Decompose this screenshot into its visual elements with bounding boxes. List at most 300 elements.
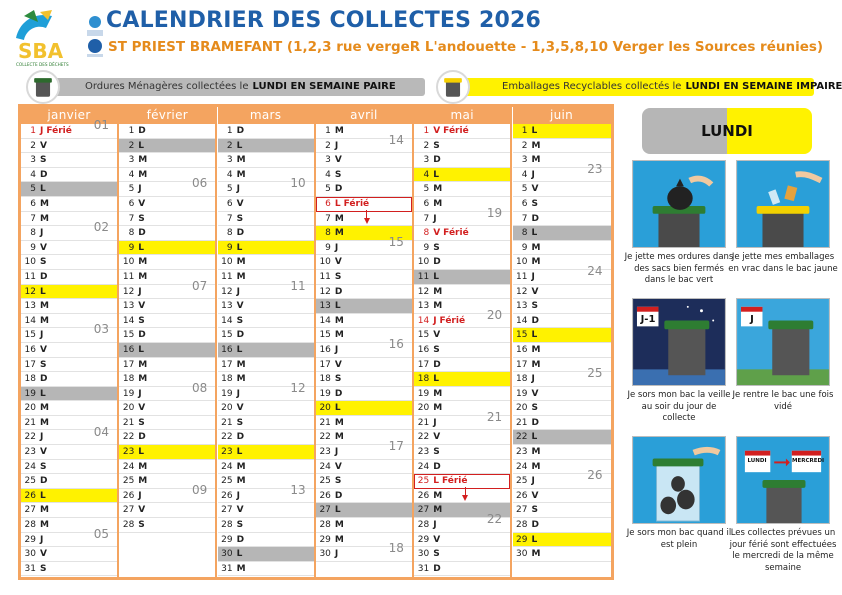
calendar-day xyxy=(513,343,611,358)
day-list xyxy=(119,124,215,533)
week-number: 09 xyxy=(192,483,208,497)
weekday-letter: S xyxy=(40,257,47,268)
day-number: 11 xyxy=(24,271,36,282)
week-number: 26 xyxy=(587,468,603,483)
weekday-letter: V xyxy=(433,534,441,545)
day-number: 25 xyxy=(24,476,36,487)
day-number: 1 xyxy=(521,126,528,136)
weekday-letter: D xyxy=(138,330,146,341)
day-number: 15 xyxy=(417,330,430,341)
month-name: février xyxy=(119,107,215,124)
calendar-day xyxy=(513,518,611,533)
weekday-letter: V xyxy=(531,490,539,501)
day-number: 27 xyxy=(122,505,135,516)
month-column xyxy=(316,107,414,577)
calendar-day xyxy=(218,241,314,256)
month-name: mars xyxy=(218,107,314,124)
day-number: 11 xyxy=(516,271,528,282)
day-number: 6 xyxy=(30,198,36,209)
day-number: 29 xyxy=(319,534,331,545)
week-number: 06 xyxy=(192,176,208,191)
weekday-letter: M xyxy=(138,271,148,282)
day-number: 20 xyxy=(221,403,233,414)
calendar-day xyxy=(218,139,314,154)
day-number: 25 xyxy=(221,476,233,487)
step-5-caption: Je sors mon bac quand il est plein xyxy=(626,528,732,550)
day-number: 11 xyxy=(319,271,331,282)
page-title: CALENDRIER DES COLLECTES 2026 xyxy=(106,8,542,33)
day-number: 30 xyxy=(417,549,430,560)
day-number: 14 xyxy=(417,315,430,326)
calendar-day xyxy=(513,139,611,154)
day-number: 18 xyxy=(122,374,135,385)
calendar-day xyxy=(316,416,412,431)
calendar-day xyxy=(218,343,314,358)
weekday-letter: L xyxy=(334,301,341,312)
calendar-day xyxy=(513,387,611,402)
calendar-day xyxy=(513,430,611,445)
calendar-day xyxy=(218,533,314,548)
weekday-letter: M xyxy=(334,228,344,239)
day-list xyxy=(414,124,510,576)
day-number: 11 xyxy=(221,271,233,282)
calendar-day xyxy=(218,328,314,343)
weekday-letter: D xyxy=(334,184,343,195)
weekday-letter: M xyxy=(433,490,443,501)
weekday-letter: D xyxy=(531,520,539,531)
step-day-picture xyxy=(736,298,830,386)
calendar-day xyxy=(119,226,215,241)
day-number: 29 xyxy=(221,534,233,545)
week-number: 23 xyxy=(587,161,603,176)
day-list xyxy=(218,124,314,576)
day-number: 4 xyxy=(30,169,36,180)
day-number: 17 xyxy=(24,359,36,370)
weekday-letter: M xyxy=(40,505,49,516)
day-number: 6 xyxy=(423,198,430,209)
month-column xyxy=(513,107,611,577)
day-number: 26 xyxy=(221,490,233,501)
day-number: 7 xyxy=(521,213,528,224)
calendar-day xyxy=(119,153,215,168)
day-number: 10 xyxy=(24,257,36,268)
week-number: 03 xyxy=(93,322,109,337)
weekday-letter: M xyxy=(40,520,49,531)
weekday-letter: J xyxy=(138,184,142,195)
calendar-day xyxy=(218,299,314,314)
day-number: 25 xyxy=(516,476,528,487)
day-number: 28 xyxy=(516,520,528,531)
day-number: 6 xyxy=(128,198,135,209)
calendar-day xyxy=(316,270,412,285)
sba-logo xyxy=(12,8,74,68)
calendar-day xyxy=(513,241,611,256)
day-number: 18 xyxy=(516,374,528,385)
weekday-letter: L xyxy=(531,432,538,443)
calendar-day xyxy=(316,168,412,183)
day-number: 22 xyxy=(221,432,233,443)
legend-household-waste xyxy=(45,78,425,96)
day-number: 7 xyxy=(30,213,36,224)
day-number: 16 xyxy=(221,344,233,355)
weekday-letter: V xyxy=(334,257,342,268)
calendar-day xyxy=(316,358,412,373)
weekday-letter: L xyxy=(40,388,46,399)
weekday-letter: L xyxy=(40,184,46,195)
calendar-day xyxy=(414,255,510,270)
day-number: 9 xyxy=(30,242,36,253)
weekday-letter: V xyxy=(531,388,539,399)
day-number: 19 xyxy=(221,388,233,399)
month-name: janvier xyxy=(21,107,117,124)
week-number: 18 xyxy=(388,541,404,556)
weekday-letter: D xyxy=(236,126,245,136)
weekday-letter: V xyxy=(433,432,441,443)
weekday-letter: V xyxy=(531,184,539,195)
day-number: 24 xyxy=(122,461,135,472)
holiday-label: Férié xyxy=(46,126,72,136)
day-number: 20 xyxy=(516,403,528,414)
weekday-letter: S xyxy=(531,403,538,414)
weekday-letter: S xyxy=(433,140,440,151)
calendar-day xyxy=(119,503,215,518)
calendar-day xyxy=(21,270,117,285)
calendar-day xyxy=(119,328,215,343)
calendar-day xyxy=(21,474,117,489)
calendar-day xyxy=(414,372,510,387)
day-number: 31 xyxy=(221,563,233,574)
calendar-day xyxy=(21,285,117,300)
day-number: 27 xyxy=(221,505,233,516)
calendar-day xyxy=(513,212,611,227)
weekday-letter: M xyxy=(334,520,344,531)
weekday-letter: M xyxy=(531,549,541,560)
step-green-bin-picture xyxy=(632,160,726,248)
day-number: 4 xyxy=(128,169,135,180)
month-name: mai xyxy=(414,107,510,124)
weekday-letter: V xyxy=(531,286,539,297)
step-2-caption: Je jette mes emballages en vrac dans le bac jaune xyxy=(728,252,838,274)
weekday-letter: J xyxy=(236,388,240,399)
day-number: 2 xyxy=(30,140,36,151)
day-list xyxy=(21,118,117,576)
weekday-letter: J xyxy=(334,549,339,560)
calendar-day xyxy=(218,401,314,416)
weekday-letter: D xyxy=(236,228,245,239)
weekday-letter: S xyxy=(236,520,244,531)
weekday-letter: S xyxy=(138,520,145,531)
calendar-day xyxy=(414,474,510,489)
week-number: 14 xyxy=(388,132,404,147)
day-number: 15 xyxy=(516,330,528,341)
day-number: 27 xyxy=(417,505,430,516)
day-number: 15 xyxy=(122,330,135,341)
day-number: 25 xyxy=(122,476,135,487)
day-number: 6 xyxy=(226,198,233,209)
weekday-letter: M xyxy=(334,432,344,443)
week-number: 05 xyxy=(93,526,109,541)
weekday-letter: L xyxy=(531,534,538,545)
day-number: 3 xyxy=(128,155,135,166)
weekday-letter: S xyxy=(531,505,538,516)
day-number: 13 xyxy=(221,301,233,312)
day-number: 30 xyxy=(516,549,528,560)
calendar-day xyxy=(21,401,117,416)
calendar-day xyxy=(21,241,117,256)
calendar-day xyxy=(119,124,215,139)
calendar-day xyxy=(513,124,611,139)
month-name: juin xyxy=(513,107,611,124)
weekday-letter: L xyxy=(138,140,145,151)
weekday-letter: J xyxy=(138,388,142,399)
calendar-day xyxy=(414,270,510,285)
calendar-day xyxy=(218,197,314,212)
day-number: 13 xyxy=(417,301,430,312)
day-number: 14 xyxy=(319,315,331,326)
step-6-badge-to: MERCREDI xyxy=(792,458,825,464)
calendar-day xyxy=(218,358,314,373)
week-number: 02 xyxy=(93,220,109,235)
holiday-label: Férié xyxy=(443,228,469,239)
calendar-day xyxy=(119,314,215,329)
day-number: 8 xyxy=(226,228,233,239)
calendar-day xyxy=(414,285,510,300)
weekday-letter: D xyxy=(334,286,343,297)
calendar-day xyxy=(414,358,510,373)
month-column xyxy=(414,107,512,577)
shift-arrow-icon xyxy=(364,218,370,224)
calendar-day xyxy=(21,372,117,387)
weekday-letter: L xyxy=(138,447,145,458)
day-number: 26 xyxy=(319,490,331,501)
calendar-day xyxy=(316,372,412,387)
calendar-day xyxy=(513,401,611,416)
weekday-letter: S xyxy=(334,476,342,487)
day-number: 24 xyxy=(24,461,36,472)
weekday-letter: S xyxy=(531,301,538,312)
weekday-letter: V xyxy=(433,126,441,136)
day-number: 7 xyxy=(128,213,135,224)
day-number: 12 xyxy=(221,286,233,297)
weekday-letter: M xyxy=(138,359,148,370)
weekday-letter: L xyxy=(138,242,145,253)
day-number: 5 xyxy=(325,184,331,195)
weekday-letter: D xyxy=(40,271,48,282)
weekday-letter: V xyxy=(40,140,47,151)
weekday-letter: D xyxy=(138,432,146,443)
calendar-day xyxy=(218,212,314,227)
step-full-bin-picture xyxy=(632,436,726,524)
weekday-letter: M xyxy=(334,315,344,326)
day-number: 8 xyxy=(30,228,36,239)
step-6-caption: Les collectes prévues un jour férié sont effectuées le mercredi de la même semaine xyxy=(729,528,837,573)
week-number: 10 xyxy=(290,176,306,191)
day-number: 25 xyxy=(417,476,430,487)
weekday-letter: M xyxy=(433,301,443,312)
calendar-day xyxy=(21,562,117,577)
day-number: 2 xyxy=(423,140,430,151)
weekday-letter: V xyxy=(138,301,146,312)
weekday-letter: L xyxy=(236,344,243,355)
day-number: 10 xyxy=(319,257,331,268)
calendar-day xyxy=(218,518,314,533)
day-number: 23 xyxy=(417,447,430,458)
calendar-day xyxy=(513,533,611,548)
weekday-letter: S xyxy=(138,315,145,326)
day-number: 3 xyxy=(226,155,233,166)
weekday-letter: S xyxy=(236,213,244,224)
calendar-day xyxy=(513,182,611,197)
weekday-letter: M xyxy=(138,257,148,268)
weekday-letter: S xyxy=(40,563,47,574)
calendar-day xyxy=(21,489,117,504)
weekday-letter: M xyxy=(334,330,344,341)
weekday-letter: M xyxy=(236,563,246,574)
weekday-letter: D xyxy=(138,126,146,136)
weekday-letter: S xyxy=(531,198,538,209)
calendar-day xyxy=(414,328,510,343)
holiday-label: Férié xyxy=(443,126,469,136)
weekday-letter: L xyxy=(138,344,145,355)
day-number: 1 xyxy=(30,126,36,136)
weekday-letter: L xyxy=(236,140,243,151)
day-number: 4 xyxy=(521,169,528,180)
weekday-letter: M xyxy=(138,461,148,472)
weekday-letter: M xyxy=(531,257,541,268)
week-number: 20 xyxy=(486,307,503,322)
day-number: 29 xyxy=(24,534,36,545)
weekday-letter: M xyxy=(334,534,344,545)
day-number: 6 xyxy=(521,198,528,209)
step-3-badge: J-1 xyxy=(640,314,656,325)
weekday-letter: V xyxy=(40,242,47,253)
weekday-letter: L xyxy=(236,549,243,560)
day-number: 23 xyxy=(24,447,36,458)
weekday-letter: D xyxy=(433,359,441,370)
day-number: 6 xyxy=(325,198,331,209)
calendar-day xyxy=(21,387,117,402)
weekday-letter: J xyxy=(40,126,44,136)
day-number: 28 xyxy=(319,520,331,531)
day-number: 30 xyxy=(319,549,331,560)
weekday-letter: J xyxy=(531,374,535,385)
calendar-day xyxy=(316,474,412,489)
calendar-day xyxy=(414,547,510,562)
calendar-day xyxy=(21,460,117,475)
day-number: 21 xyxy=(24,417,36,428)
day-number: 22 xyxy=(122,432,135,443)
day-number: 3 xyxy=(423,155,430,166)
day-number: 17 xyxy=(516,359,528,370)
weekday-letter: M xyxy=(40,213,49,224)
calendar-day xyxy=(218,314,314,329)
weekday-letter: L xyxy=(531,126,538,136)
weekday-letter: J xyxy=(40,534,44,545)
day-number: 15 xyxy=(319,330,331,341)
calendar-day xyxy=(21,255,117,270)
weekday-letter: M xyxy=(138,476,148,487)
day-number: 20 xyxy=(319,403,331,414)
weekday-letter: S xyxy=(433,242,440,253)
calendar-day xyxy=(316,255,412,270)
day-number: 2 xyxy=(128,140,135,151)
calendar-day xyxy=(316,299,412,314)
calendar-day xyxy=(119,358,215,373)
day-number: 5 xyxy=(423,184,430,195)
weekday-letter: J xyxy=(531,476,535,487)
calendar-day xyxy=(21,182,117,197)
legend-om-text: Ordures Ménagères collectées le xyxy=(85,81,249,92)
day-number: 7 xyxy=(423,213,430,224)
weekday-letter: L xyxy=(433,476,439,487)
calendar-day xyxy=(119,460,215,475)
week-number: 01 xyxy=(93,118,109,132)
day-number: 17 xyxy=(319,359,331,370)
calendar-day xyxy=(316,489,412,504)
day-number: 13 xyxy=(122,301,135,312)
step-yellow-bin-picture xyxy=(736,160,830,248)
calendar-day xyxy=(119,445,215,460)
weekday-letter: M xyxy=(334,417,344,428)
day-number: 31 xyxy=(24,563,36,574)
calendar-day xyxy=(218,503,314,518)
weekday-letter: S xyxy=(40,359,47,370)
weekday-letter: M xyxy=(531,344,541,355)
day-number: 18 xyxy=(319,374,331,385)
day-number: 29 xyxy=(516,534,528,545)
weekday-letter: M xyxy=(138,374,148,385)
month-column xyxy=(218,107,316,577)
week-number: 11 xyxy=(290,278,306,293)
calendar-day xyxy=(21,168,117,183)
day-number: 21 xyxy=(221,417,233,428)
weekday-letter: S xyxy=(40,461,47,472)
day-number: 30 xyxy=(24,549,36,560)
month-column xyxy=(119,107,217,577)
weekday-letter: V xyxy=(138,198,146,209)
weekday-letter: V xyxy=(40,344,47,355)
weekday-letter: L xyxy=(236,242,243,253)
weekday-letter: L xyxy=(433,169,439,180)
day-number: 1 xyxy=(325,126,331,136)
calendar-day xyxy=(316,503,412,518)
weekday-letter: V xyxy=(236,505,244,516)
calendar-day xyxy=(119,255,215,270)
day-number: 22 xyxy=(516,432,528,443)
day-number: 9 xyxy=(226,242,233,253)
weekday-letter: V xyxy=(334,359,342,370)
weekday-letter: M xyxy=(138,169,148,180)
shift-arrow-icon xyxy=(462,495,468,501)
weekday-letter: M xyxy=(433,403,443,414)
day-number: 1 xyxy=(128,126,135,136)
weekday-letter: J xyxy=(236,184,240,195)
day-number: 12 xyxy=(417,286,430,297)
weekday-letter: M xyxy=(236,374,246,385)
weekday-letter: J xyxy=(531,169,535,180)
calendar-day xyxy=(414,153,510,168)
calendar-day xyxy=(513,285,611,300)
day-number: 14 xyxy=(516,315,528,326)
weekday-letter: M xyxy=(138,155,148,166)
weekday-letter: J xyxy=(40,330,44,341)
calendar-day xyxy=(513,489,611,504)
day-number: 26 xyxy=(122,490,135,501)
day-number: 20 xyxy=(417,403,430,414)
weekday-letter: V xyxy=(334,155,342,166)
collection-day-label: LUNDI xyxy=(642,108,812,154)
day-number: 29 xyxy=(417,534,430,545)
